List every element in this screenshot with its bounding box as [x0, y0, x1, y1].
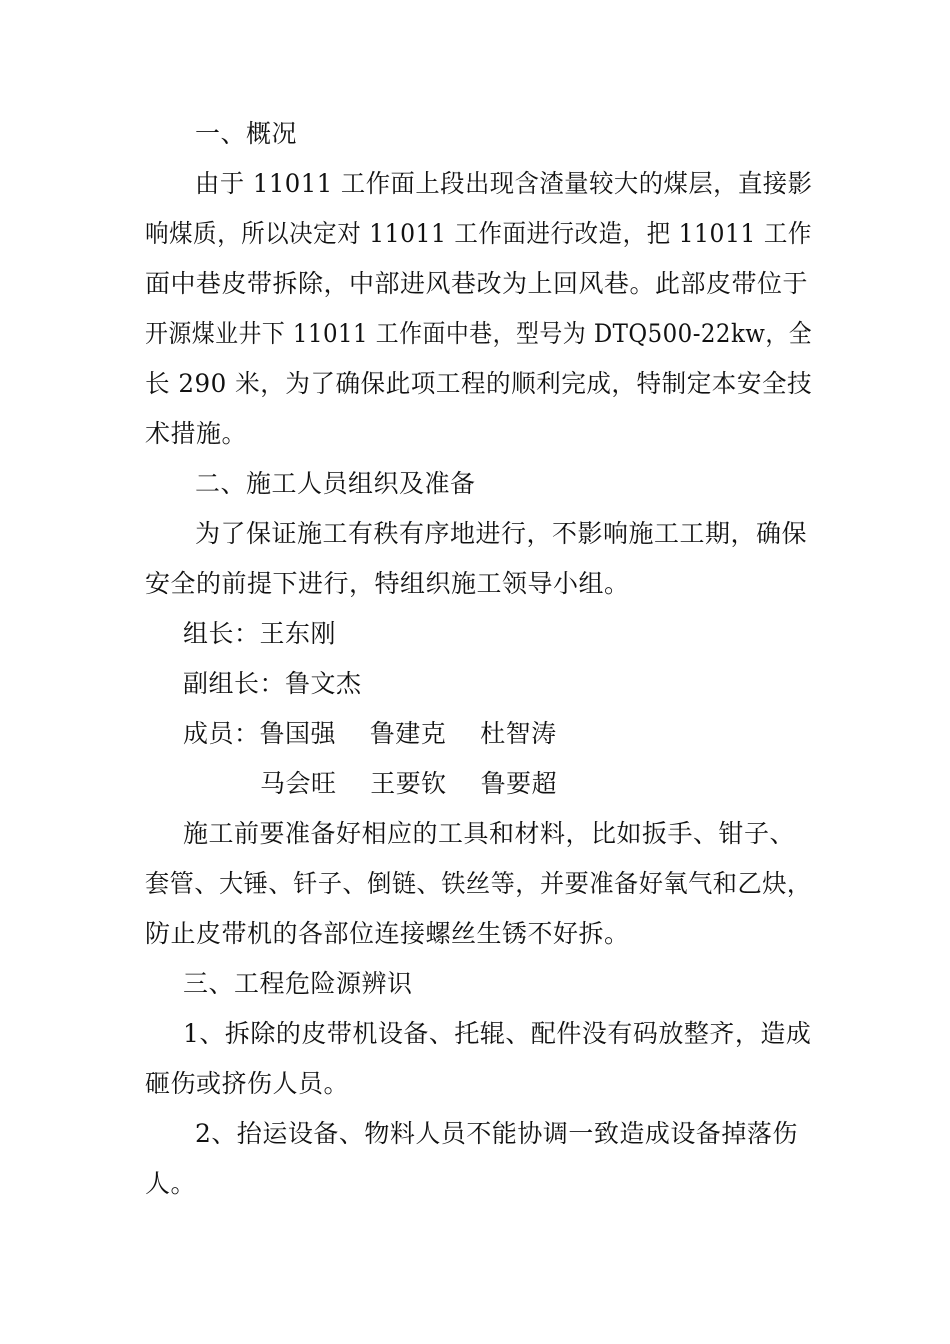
paragraph-line: 安全的前提下进行，特组织施工领导小组。 [145, 569, 630, 598]
list-item-line: 砸伤或挤伤人员。 [145, 1069, 350, 1098]
paragraph-line: 术措施。 [145, 419, 248, 448]
list-item-line: 1、拆除的皮带机设备、托辊、配件没有码放整齐，造成 [183, 1019, 812, 1048]
paragraph-line: 套管、大锤、钎子、倒链、铁丝等，并要准备好氧气和乙炔， [145, 869, 812, 898]
section-heading-organization: 二、施工人员组织及准备 [195, 469, 476, 498]
members-line: 成员：鲁国强 鲁建克 杜智涛 [183, 719, 557, 748]
members-line-continued: 马会旺 王要钦 鲁要超 [260, 769, 558, 798]
list-item-line: 2、抬运设备、物料人员不能协调一致造成设备掉落伤 [195, 1119, 798, 1148]
section-heading-overview: 一、概况 [195, 119, 298, 148]
paragraph-line: 施工前要准备好相应的工具和材料，比如扳手、钳子、 [183, 819, 796, 848]
paragraph-line: 防止皮带机的各部位连接螺丝生锈不好拆。 [145, 919, 630, 948]
leader-line: 组长：王东刚 [183, 619, 337, 648]
paragraph-line: 由于 11011 工作面上段出现含渣量较大的煤层，直接影 [195, 169, 813, 198]
deputy-leader-line: 副组长：鲁文杰 [183, 669, 362, 698]
paragraph-line: 长 290 米，为了确保此项工程的顺利完成，特制定本安全技 [145, 369, 813, 398]
paragraph-line: 开源煤业井下 11011 工作面中巷，型号为 DTQ500-22kw，全 [145, 319, 813, 348]
paragraph-line: 响煤质，所以决定对 11011 工作面进行改造，把 11011 工作 [145, 219, 812, 248]
paragraph-line: 为了保证施工有秩有序地进行，不影响施工工期，确保 [195, 519, 808, 548]
section-heading-hazards: 三、工程危险源辨识 [183, 969, 413, 998]
paragraph-line: 面中巷皮带拆除，中部进风巷改为上回风巷。此部皮带位于 [145, 269, 809, 298]
list-item-line: 人。 [145, 1169, 197, 1198]
